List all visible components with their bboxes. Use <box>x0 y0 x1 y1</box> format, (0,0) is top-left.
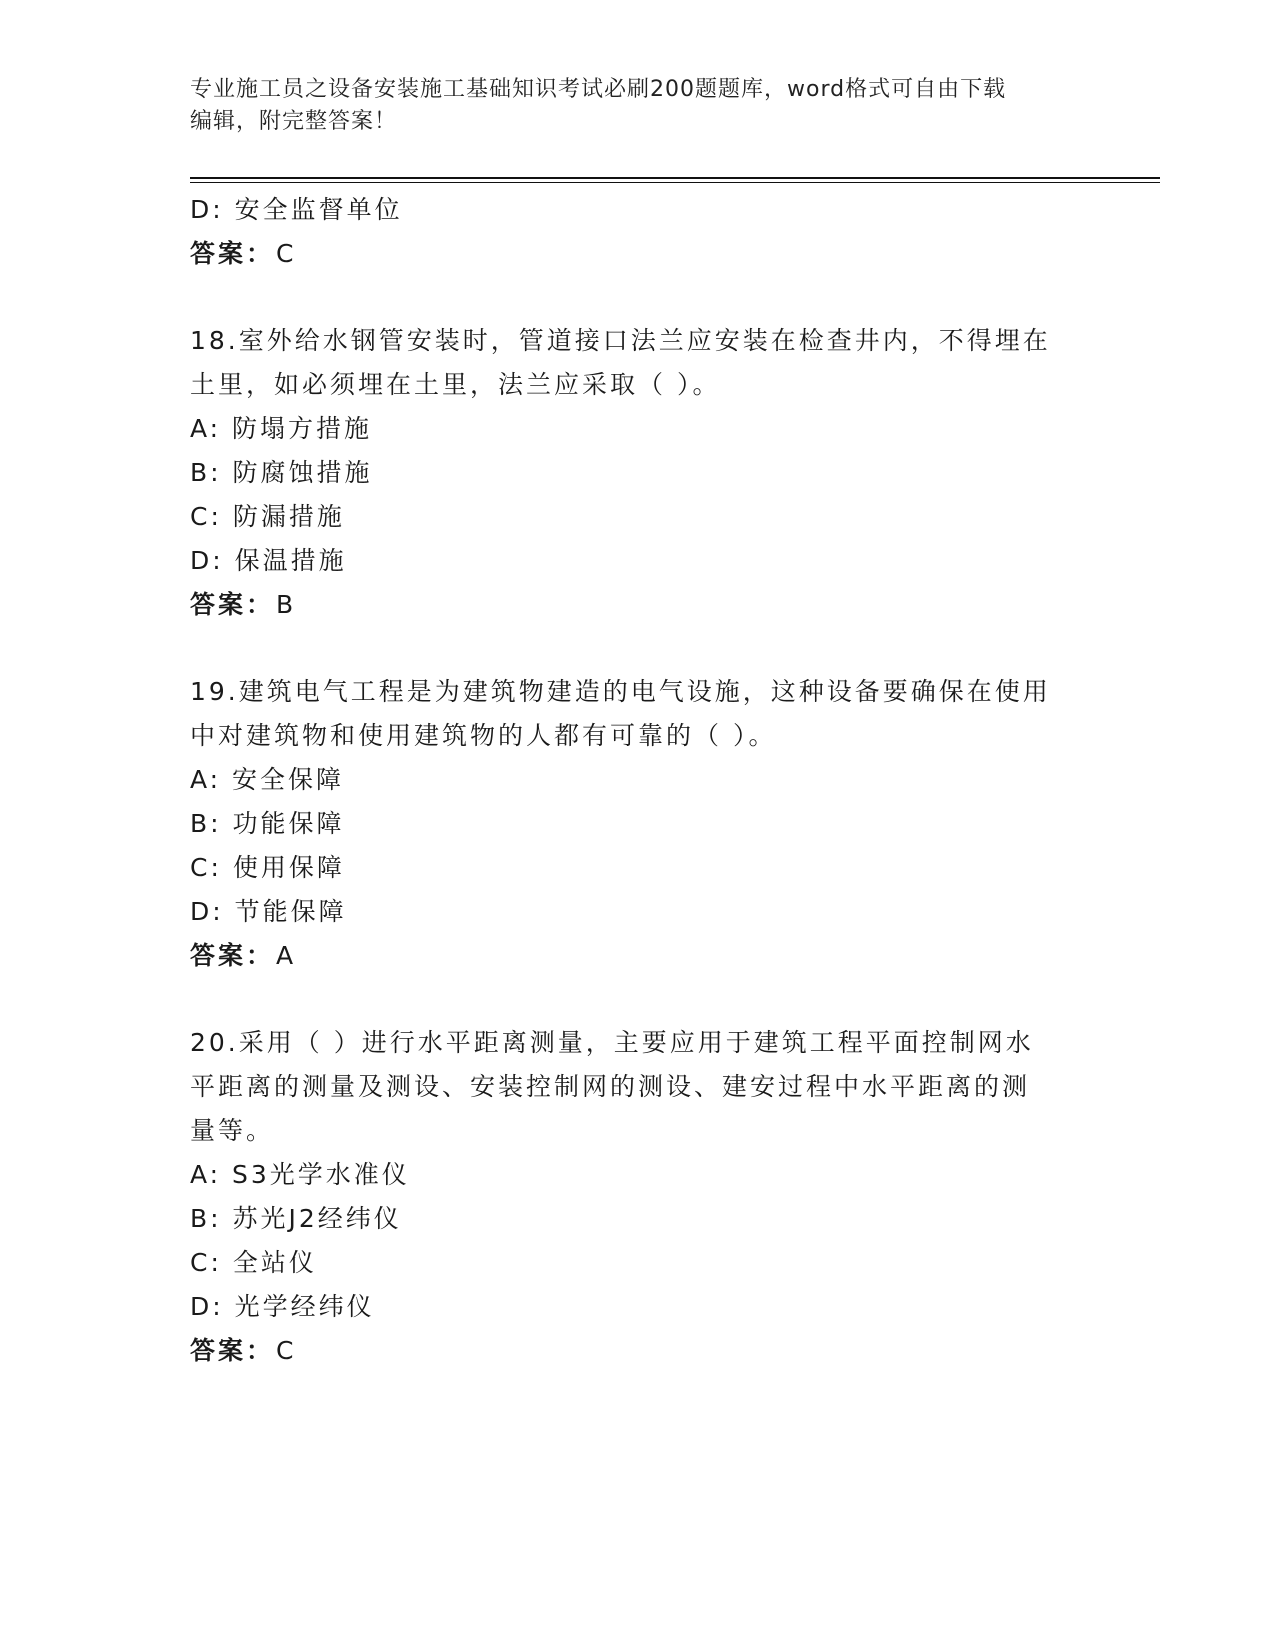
q20-option-c: C: 全站仪 <box>190 1248 317 1277</box>
q20-stem-line-1: 20.采用（ ）进行水平距离测量，主要应用于建筑工程平面控制网水 <box>190 1028 1034 1057</box>
prev-answer <box>190 231 296 277</box>
answer-label: 答案： <box>190 239 275 268</box>
q20-answer <box>190 1328 296 1374</box>
prev-option-d: D: 安全监督单位 <box>190 195 403 224</box>
q20-option-b: B: 苏光J2经纬仪 <box>190 1204 402 1233</box>
q18-option-a: A: 防塌方措施 <box>190 414 373 443</box>
question-list <box>190 0 1090 1650</box>
answer-label: 答案： <box>190 1336 275 1365</box>
q20-option-d: D: 光学经纬仪 <box>190 1292 375 1321</box>
q18-option-d: D: 保温措施 <box>190 546 347 575</box>
q18-option-b: B: 防腐蚀措施 <box>190 458 373 487</box>
q19-stem-line-2: 中对建筑物和使用建筑物的人都有可靠的（ ）。 <box>190 721 777 750</box>
answer-value: A <box>276 941 297 970</box>
answer-value: C <box>276 1336 297 1365</box>
answer-value: B <box>276 590 297 619</box>
q20-option-a: A: S3光学水准仪 <box>190 1160 410 1189</box>
q19-option-d: D: 节能保障 <box>190 897 347 926</box>
q19-stem-line-1: 19.建筑电气工程是为建筑物建造的电气设施，这种设备要确保在使用 <box>190 677 1051 706</box>
header-title-line-1: 专业施工员之设备安装施工基础知识考试必刷200题题库，word格式可自由下载 <box>190 77 1007 102</box>
q19-option-c: C: 使用保障 <box>190 853 345 882</box>
q18-stem-line-2: 土里，如必须埋在土里，法兰应采取（ ）。 <box>190 370 721 399</box>
q19-answer <box>190 933 296 979</box>
q20-stem-line-2: 平距离的测量及测设、安装控制网的测设、建安过程中水平距离的测 <box>190 1072 1031 1101</box>
q18-stem-line-1: 18.室外给水钢管安装时，管道接口法兰应安装在检查井内，不得埋在 <box>190 326 1051 355</box>
q19-option-a: A: 安全保障 <box>190 765 345 794</box>
q20-stem-line-3: 量等。 <box>190 1116 275 1145</box>
answer-label: 答案： <box>190 590 275 619</box>
answer-label: 答案： <box>190 941 275 970</box>
q19-option-b: B: 功能保障 <box>190 809 345 838</box>
q18-answer <box>190 582 296 628</box>
header-title-line-2: 编辑，附完整答案！ <box>190 109 398 134</box>
q18-option-c: C: 防漏措施 <box>190 502 345 531</box>
answer-value: C <box>276 239 297 268</box>
